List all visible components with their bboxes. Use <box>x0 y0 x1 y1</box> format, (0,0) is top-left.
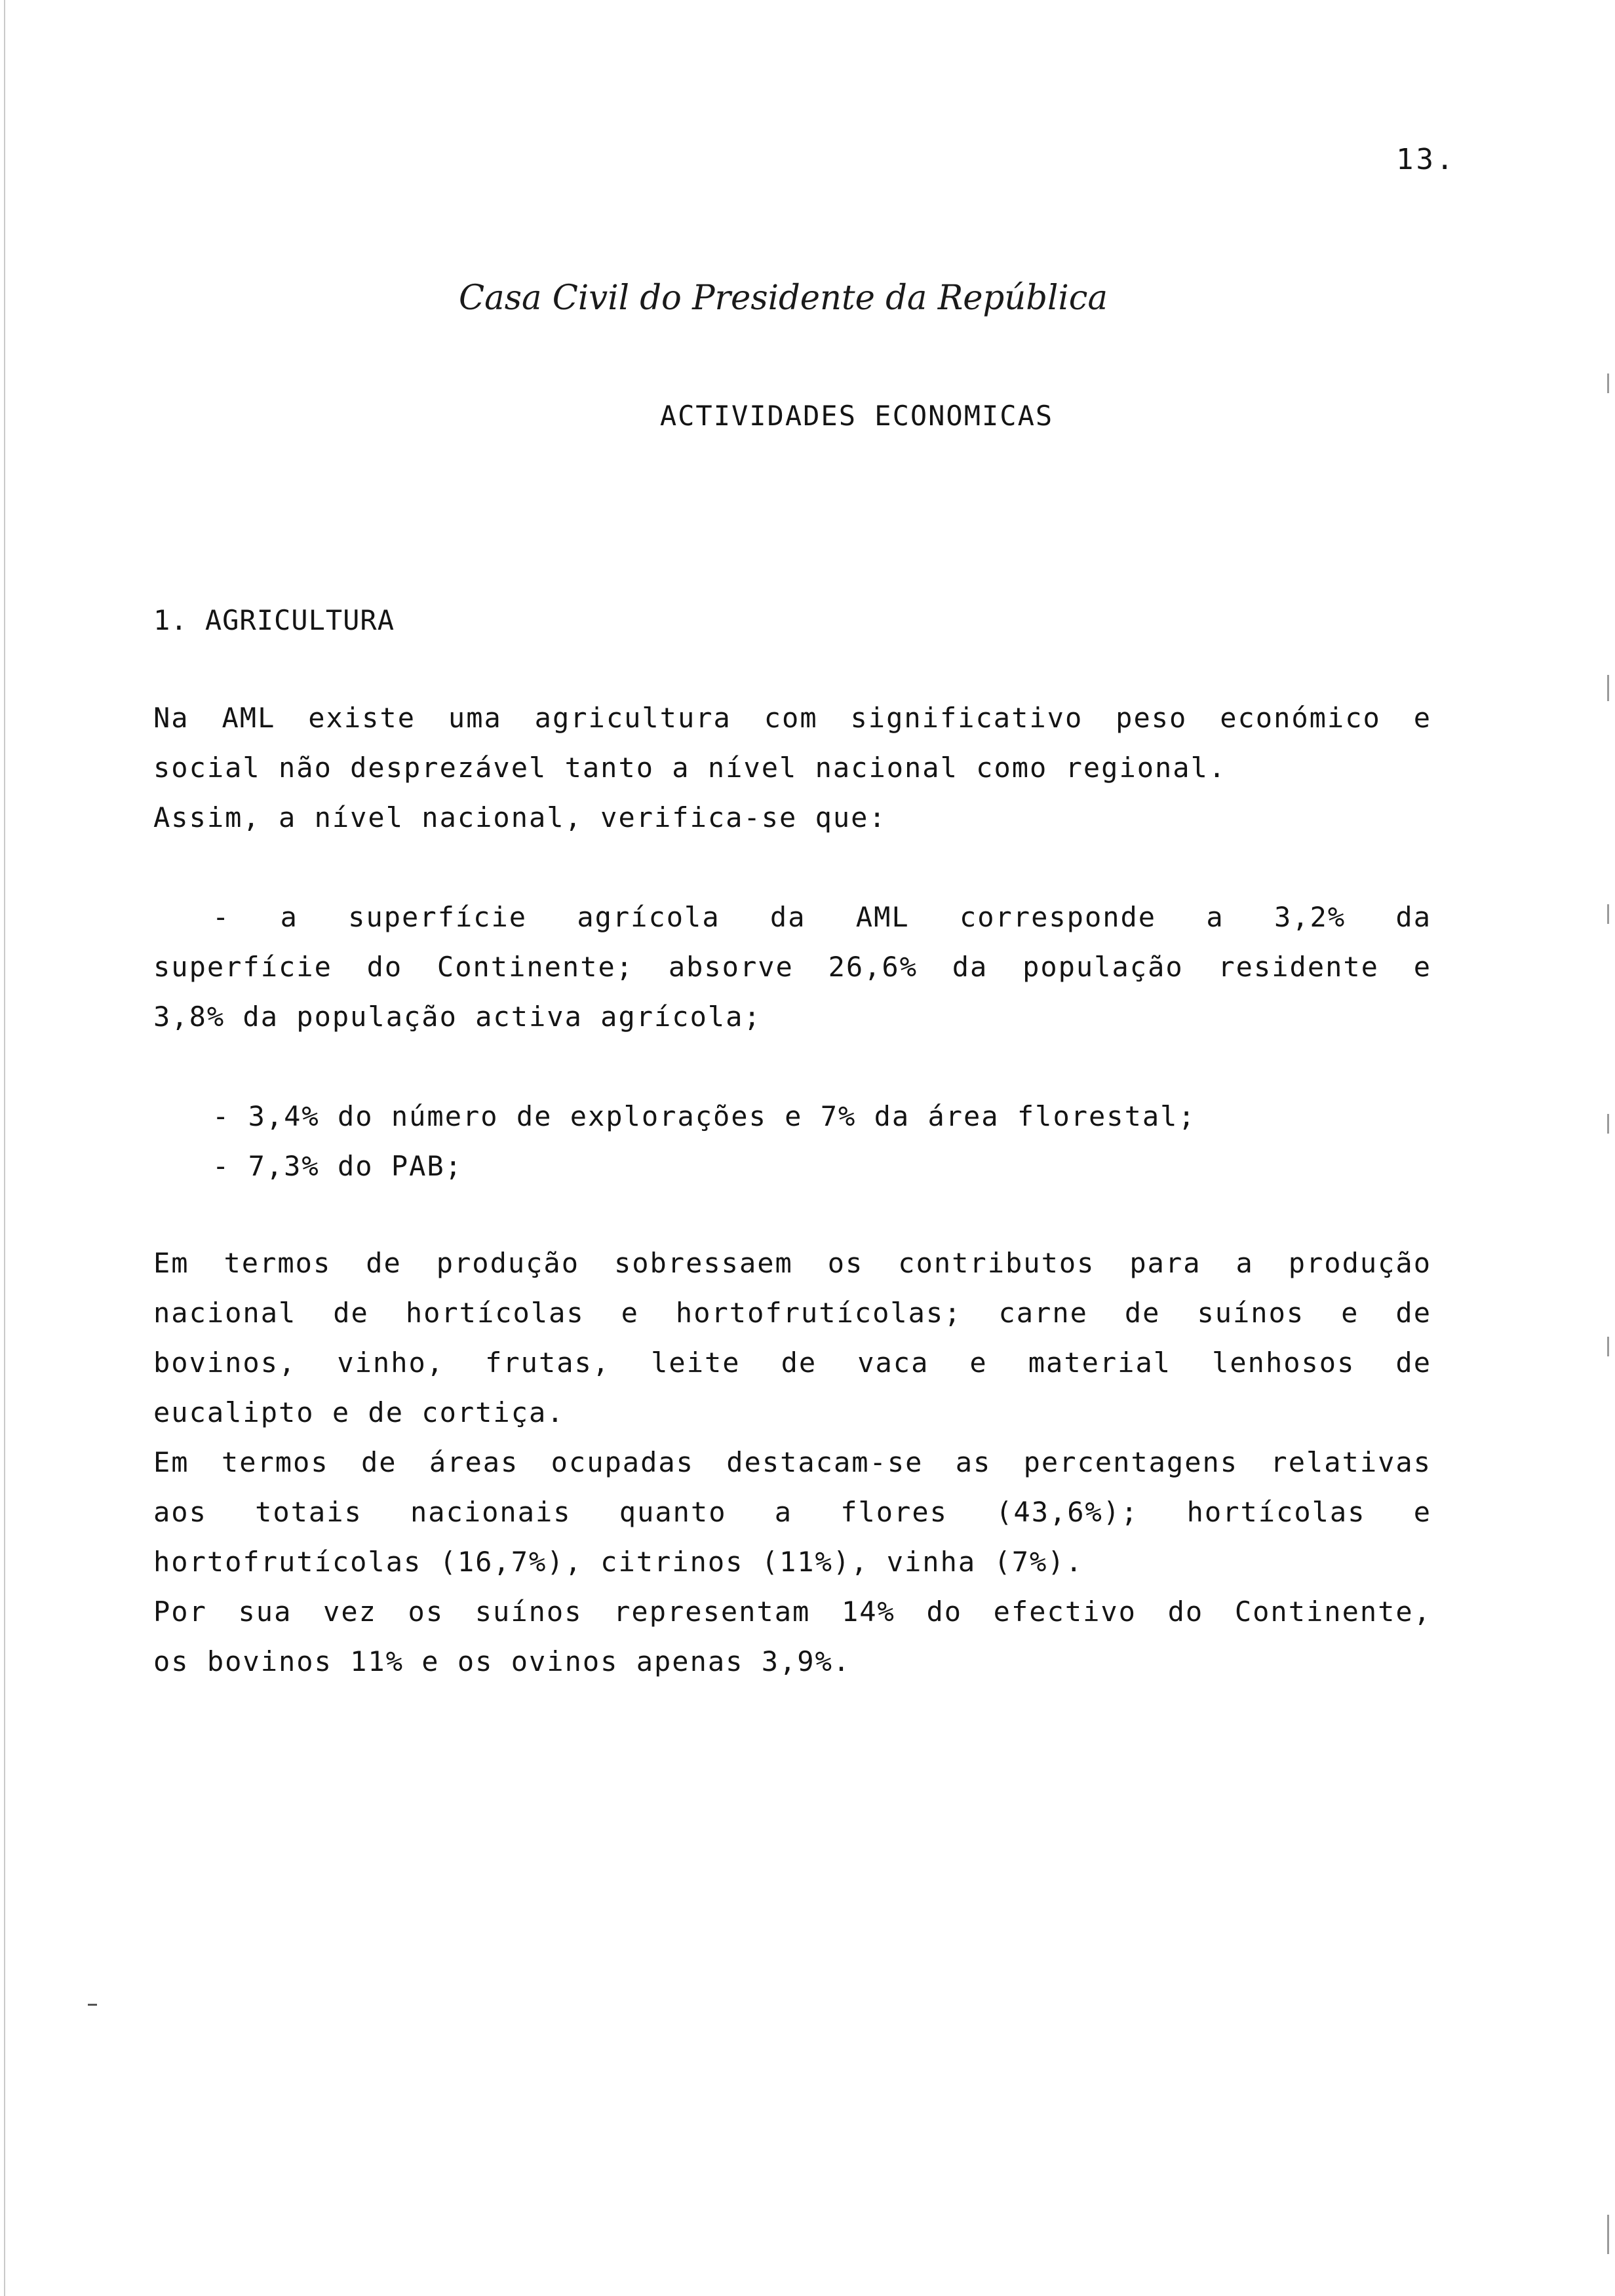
text-line: Em termos de produção sobressaem os contributos para a produção <box>153 1247 1431 1279</box>
scan-margin-mark <box>1607 373 1609 393</box>
intro-paragraph <box>153 693 1431 843</box>
scan-edge-line <box>4 0 5 2296</box>
text-line: bovinos, vinho, frutas, leite de vaca e material lenhosos de <box>153 1347 1431 1379</box>
letterhead-text: Casa Civil do Presidente da República <box>459 278 1108 318</box>
text-line: nacional de hortícolas e hortofrutícolas; carne de suínos e de <box>153 1297 1431 1329</box>
scan-margin-mark <box>1607 1337 1609 1356</box>
page-number: 13. <box>1396 143 1456 176</box>
scan-margin-mark <box>1607 675 1609 701</box>
text-line: os bovinos 11% e os ovinos apenas 3,9%. <box>153 1645 851 1677</box>
page-heading: ACTIVIDADES ECONOMICAS <box>659 400 1054 432</box>
section-title: 1. AGRICULTURA <box>153 604 395 636</box>
text-line: Em termos de áreas ocupadas destacam-se as percentagens relativas <box>153 1446 1431 1478</box>
scan-margin-mark <box>1607 2215 1609 2254</box>
text-line: hortofrutícolas (16,7%), citrinos (11%), vinha (7%). <box>153 1546 1083 1578</box>
bullet-item-surface <box>153 892 1431 1042</box>
text-line: eucalipto e de cortiça. <box>153 1396 565 1428</box>
text-line: - a superfície agrícola da AML corresponde a 3,2% da <box>212 901 1431 933</box>
production-paragraph <box>153 1238 1431 1687</box>
text-line: 3,8% da população activa agrícola; <box>153 1001 762 1033</box>
text-line: Por sua vez os suínos representam 14% do efectivo do Continente, <box>153 1596 1431 1628</box>
text-line: aos totais nacionais quanto a flores (43,6%); hortícolas e <box>153 1496 1431 1528</box>
scan-dash-mark <box>88 2004 97 2006</box>
list-item: - 7,3% do PAB; <box>212 1150 463 1182</box>
scan-margin-mark <box>1607 904 1609 924</box>
scan-margin-mark <box>1607 1114 1609 1134</box>
text-line: social não desprezável tanto a nível nacional como regional. <box>153 752 1227 784</box>
bullet-list-holdings <box>153 1092 1431 1191</box>
text-line: Assim, a nível nacional, verifica-se que: <box>153 801 887 833</box>
text-line: superfície do Continente; absorve 26,6% da população residente e <box>153 951 1431 983</box>
list-item: - 3,4% do número de explorações e 7% da área florestal; <box>212 1100 1196 1132</box>
text-line: Na AML existe uma agricultura com significativo peso económico e <box>153 702 1431 734</box>
letterhead-script <box>459 262 1114 334</box>
